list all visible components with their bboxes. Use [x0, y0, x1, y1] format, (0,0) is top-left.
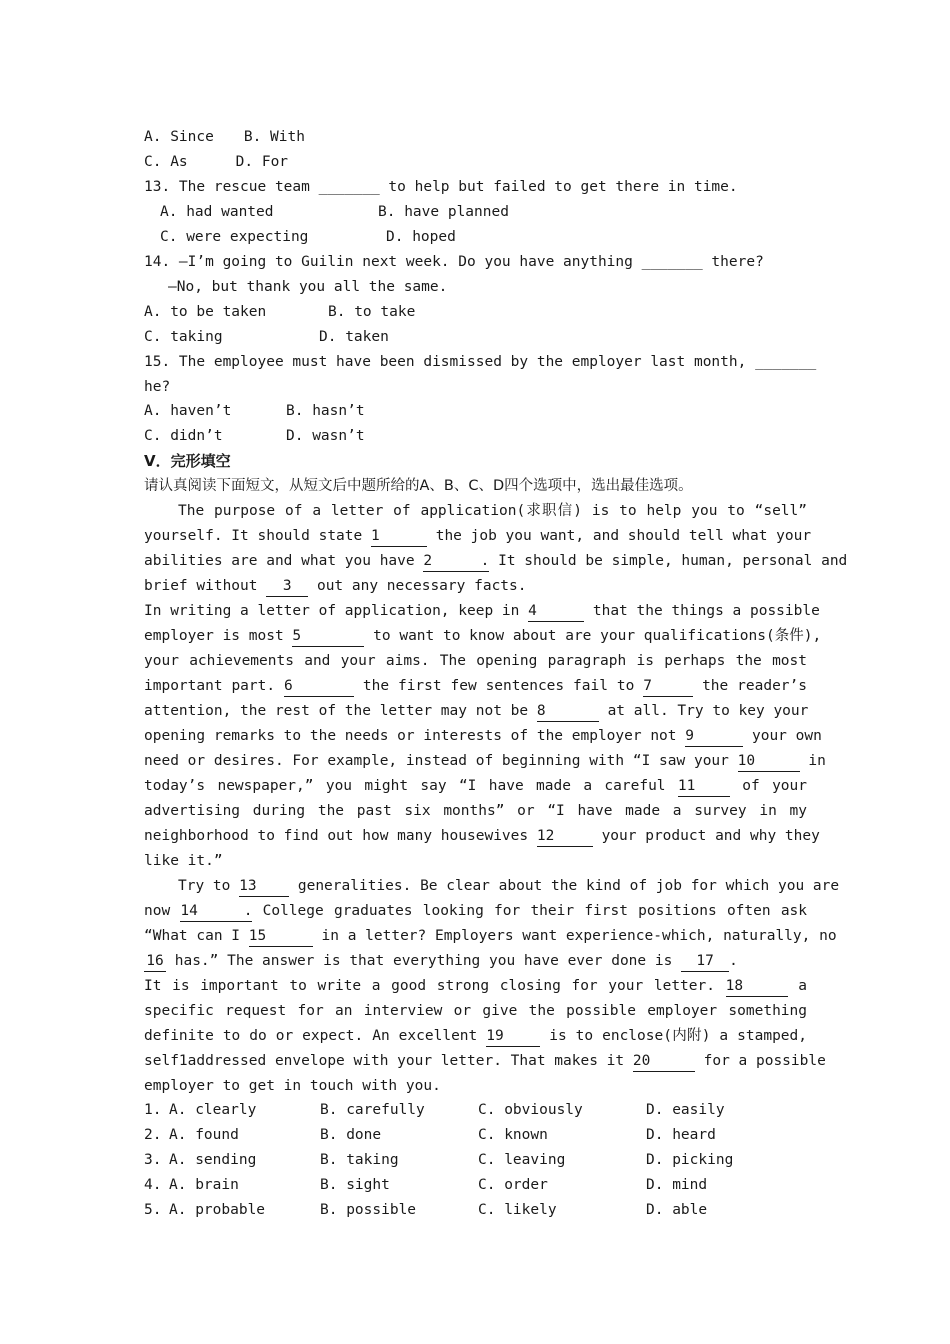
passage-line: brief without 3 out any necessary facts.: [144, 574, 807, 599]
q14-stem-reply: —No, but thank you all the same.: [168, 279, 448, 295]
answer-option-a[interactable]: A. brain: [169, 1177, 239, 1193]
answer-option-b[interactable]: B. sight: [320, 1177, 390, 1193]
passage-line: 16 has.” The answer is that everything you have ever done is 17 .: [144, 949, 807, 974]
passage-line: your achievements and your aims. The opening paragraph is perhaps the most: [144, 653, 807, 669]
passage-line: “What can I 15 in a letter? Employers want experience-which, naturally, no: [144, 924, 807, 949]
q12-option-a: A. Since: [144, 129, 214, 145]
q15-stem: 15. The employee must have been dismissed by the employer last month, _______: [144, 354, 817, 370]
passage-line: self1addressed envelope with your letter. That makes it 20 for a possible: [144, 1049, 807, 1074]
blank-11[interactable]: 11: [678, 776, 730, 797]
passage-line: Try to 13 generalities. Be clear about the kind of job for which you are: [178, 874, 807, 899]
answer-option-b[interactable]: B. done: [320, 1127, 382, 1143]
q13-option-a: A. had wanted: [160, 204, 274, 220]
q12-option-b: B. With: [243, 129, 305, 145]
answer-num: 3.: [144, 1152, 162, 1168]
answer-num: 5.: [144, 1202, 162, 1218]
blank-18[interactable]: 18: [726, 976, 788, 997]
answer-num: 2.: [144, 1127, 162, 1143]
passage-line: employer to get in touch with you.: [144, 1078, 441, 1094]
blank-15[interactable]: 15: [249, 926, 313, 947]
blank-10[interactable]: 10: [738, 751, 800, 772]
blank-8[interactable]: 8: [537, 701, 599, 722]
answer-option-a[interactable]: A. probable: [169, 1202, 266, 1218]
passage-line: In writing a letter of application, keep in 4 that the things a possible: [144, 599, 807, 624]
q13-option-d: D. hoped: [386, 229, 456, 245]
passage-line: It is important to write a good strong closing for your letter. 18 a: [144, 974, 807, 999]
section-heading: V．完形填空: [144, 452, 231, 470]
blank-16[interactable]: 16: [144, 951, 166, 972]
blank-14[interactable]: 14 .: [180, 901, 252, 922]
q14-stem: 14. —I’m going to Guilin next week. Do you have anything _______ there?: [144, 254, 764, 270]
answer-option-a[interactable]: A. found: [169, 1127, 239, 1143]
answer-option-d[interactable]: D. able: [646, 1202, 708, 1218]
q12-options-row1: [144, 125, 807, 150]
answer-option-c[interactable]: C. known: [478, 1127, 548, 1143]
answer-option-b[interactable]: B. carefully: [320, 1102, 425, 1118]
q15-option-b: B. hasn’t: [286, 403, 365, 419]
blank-17[interactable]: 17: [681, 951, 729, 972]
blank-13[interactable]: 13: [239, 876, 289, 897]
blank-3[interactable]: 3: [266, 576, 308, 597]
blank-4[interactable]: 4: [528, 601, 584, 622]
blank-9[interactable]: 9: [685, 726, 743, 747]
answer-option-a[interactable]: A. sending: [169, 1152, 257, 1168]
q14-option-c: C. taking: [144, 329, 223, 345]
passage-line: The purpose of a letter of application(求职信) is to help you to “sell”: [178, 503, 807, 519]
blank-20[interactable]: 20: [633, 1051, 695, 1072]
q13-option-c: C. were expecting: [160, 229, 309, 245]
q12-options-row2: [144, 150, 807, 175]
passage-line: specific request for an interview or give the possible employer something: [144, 1003, 807, 1019]
q14-option-a: A. to be taken: [144, 304, 267, 320]
blank-6[interactable]: 6: [284, 676, 354, 697]
q13-stem: 13. The rescue team _______ to help but failed to get there in time.: [144, 179, 738, 195]
passage-line: attention, the rest of the letter may not be 8 at all. Try to key your: [144, 699, 807, 724]
q15-option-c: C. didn’t: [144, 428, 223, 444]
blank-1[interactable]: 1: [371, 526, 427, 547]
passage-line: neighborhood to find out how many housewives 12 your product and why they: [144, 824, 807, 849]
answer-option-a[interactable]: A. clearly: [169, 1102, 257, 1118]
passage-line: abilities are and what you have 2 . It should be simple, human, personal and: [144, 549, 807, 574]
answer-option-c[interactable]: C. likely: [478, 1202, 557, 1218]
passage-line: yourself. It should state 1 the job you want, and should tell what your: [144, 524, 807, 549]
q15-option-a: A. haven’t: [144, 403, 232, 419]
answer-option-d[interactable]: D. picking: [646, 1152, 734, 1168]
blank-12[interactable]: 12: [537, 826, 593, 847]
answer-option-d[interactable]: D. heard: [646, 1127, 716, 1143]
answer-option-c[interactable]: C. order: [478, 1177, 548, 1193]
passage-line: today’s newspaper,” you might say “I have made a careful 11 of your: [144, 774, 807, 799]
answer-num: 4.: [144, 1177, 162, 1193]
q12-option-c: C. As: [144, 154, 188, 170]
passage-line: need or desires. For example, instead of beginning with “I saw your 10 in: [144, 749, 807, 774]
q15-option-d: D. wasn’t: [286, 428, 365, 444]
q15-stem-cont: he?: [144, 379, 171, 395]
passage-line: definite to do or expect. An excellent 19 is to enclose(内附) a stamped,: [144, 1024, 807, 1049]
q14-option-d: D. taken: [319, 329, 389, 345]
passage-line: advertising during the past six months” or “I have made a survey in my: [144, 803, 807, 819]
answer-option-d[interactable]: D. mind: [646, 1177, 708, 1193]
passage-line: opening remarks to the needs or interests of the employer not 9 your own: [144, 724, 807, 749]
blank-7[interactable]: 7: [643, 676, 693, 697]
section-instructions: 请认真阅读下面短文，从短文后中题所给的A、B、C、D四个选项中，选出最佳选项。: [144, 478, 693, 494]
blank-19[interactable]: 19: [486, 1026, 540, 1047]
blank-2[interactable]: 2 .: [423, 551, 489, 572]
answer-option-b[interactable]: B. taking: [320, 1152, 399, 1168]
answer-num: 1.: [144, 1102, 162, 1118]
passage-line: now 14 . College graduates looking for their first positions often ask: [144, 899, 807, 924]
q14-option-b: B. to take: [328, 304, 416, 320]
passage-line: important part. 6 the first few sentences fail to 7 the reader’s: [144, 674, 807, 699]
blank-5[interactable]: 5: [292, 626, 364, 647]
passage-line: employer is most 5 to want to know about are your qualifications(条件),: [144, 624, 807, 649]
answer-option-c[interactable]: C. leaving: [478, 1152, 566, 1168]
answer-option-b[interactable]: B. possible: [320, 1202, 417, 1218]
q13-option-b: B. have planned: [378, 204, 509, 220]
q12-option-d: D. For: [235, 154, 289, 170]
answer-option-d[interactable]: D. easily: [646, 1102, 725, 1118]
answer-option-c[interactable]: C. obviously: [478, 1102, 583, 1118]
passage-line: like it.”: [144, 853, 223, 869]
